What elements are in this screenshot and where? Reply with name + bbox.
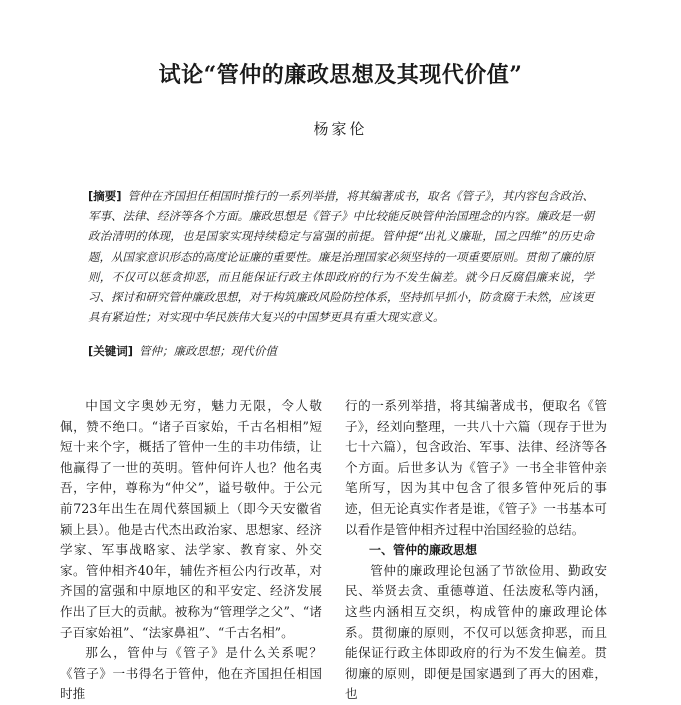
article-title: 试论“管仲的廉政思想及其现代价值” (158, 62, 523, 88)
keywords (88, 342, 594, 360)
paragraph: 那么，管仲与《管子》是什么关系呢？《管子》一书得名于管仲，他在齐国担任相国时推 (60, 645, 322, 702)
paragraph: 行的一系列举措，将其编著成书，便取名《管子》，经刘向整理，一共八十六篇（现存于世为七十六篇），包含政治、军事、法律、经济等各个方面。后世多认为《管子》一书全非管仲亲笔所写，因为其中包含了很多管仲死后的事迹，但无论真实作者是谁，《管子》一书基本可以看作是管仲相齐过程中治国经验的总结。 (345, 398, 607, 537)
keywords-text: 管仲；廉政思想；现代价值 (139, 344, 278, 358)
paragraph: 管仲的廉政理论包涵了节欲俭用、勤政安民、举贤去贪、重德尊道、任法废私等内涵，这些内涵相互交织，构成管仲的廉政理论体系。贯彻廉的原则，不仅可以惩贪抑恶，而且能保证行政主体即政府的行为不发生偏差。贯彻廉的原则，即便是国家遇到了再大的困难，也 (345, 562, 607, 702)
abstract-label: [摘要] (88, 189, 122, 203)
section-heading: 一、管仲的廉政思想 (369, 543, 478, 558)
author-name: 杨家伦 (313, 120, 368, 138)
keywords-label: [关键词] (88, 344, 134, 358)
body-column-right (345, 396, 607, 705)
abstract (88, 186, 594, 327)
body-column-left (60, 396, 322, 705)
abstract-text: 管仲在齐国担任相国时推行的一系列举措，将其编著成书，取名《管子》，其内容包含政治、军事、法律、经济等各个方面。廉政思想是《管子》中比较能反映管仲治国理念的内容。廉政是一朝政治清明的体现，也是国家实现持续稳定与富强的前提。管仲提“出礼义廉耻，国之四维”的历史命题，从国家意识形态的高度论证廉的重要性。廉是治理国家必须坚持的一项重要原则。贯彻了廉的原则，不仅可以惩贪抑恶，而且能保证行政主体即政府的行为不发生偏差。就今日反腐倡廉来说，学习、探讨和研究管仲廉政思想，对于构筑廉政风险防控体系，坚持抓早抓小，防贪腐于未然，应该更具有紧迫性；对实现中华民族伟大复兴的中国梦更具有重大现实意义。 (88, 189, 594, 325)
paragraph: 中国文字奥妙无穷，魅力无限，令人敬佩，赞不绝口。“诸子百家始，千古名相相”短短十来个字，概括了管仲一生的丰功伟绩，让他赢得了一世的英明。管仲何许人也？他名夷吾，字仲，尊称为“仲父”，谥号敬仲。于公元前723年出生在周代蔡国颍上（即今天安徽省颍上县）。他是古代杰出政治家、思想家、经济学家、军事战略家、法学家、教育家、外交家。管仲相齐40年，辅佐齐桓公内行改革，对齐国的富强和中原地区的和平安定、经济发展作出了巨大的贡献。被称为“管理学之父”、“诸子百家始祖”、“法家鼻祖”、“千古名相”。 (60, 398, 322, 640)
